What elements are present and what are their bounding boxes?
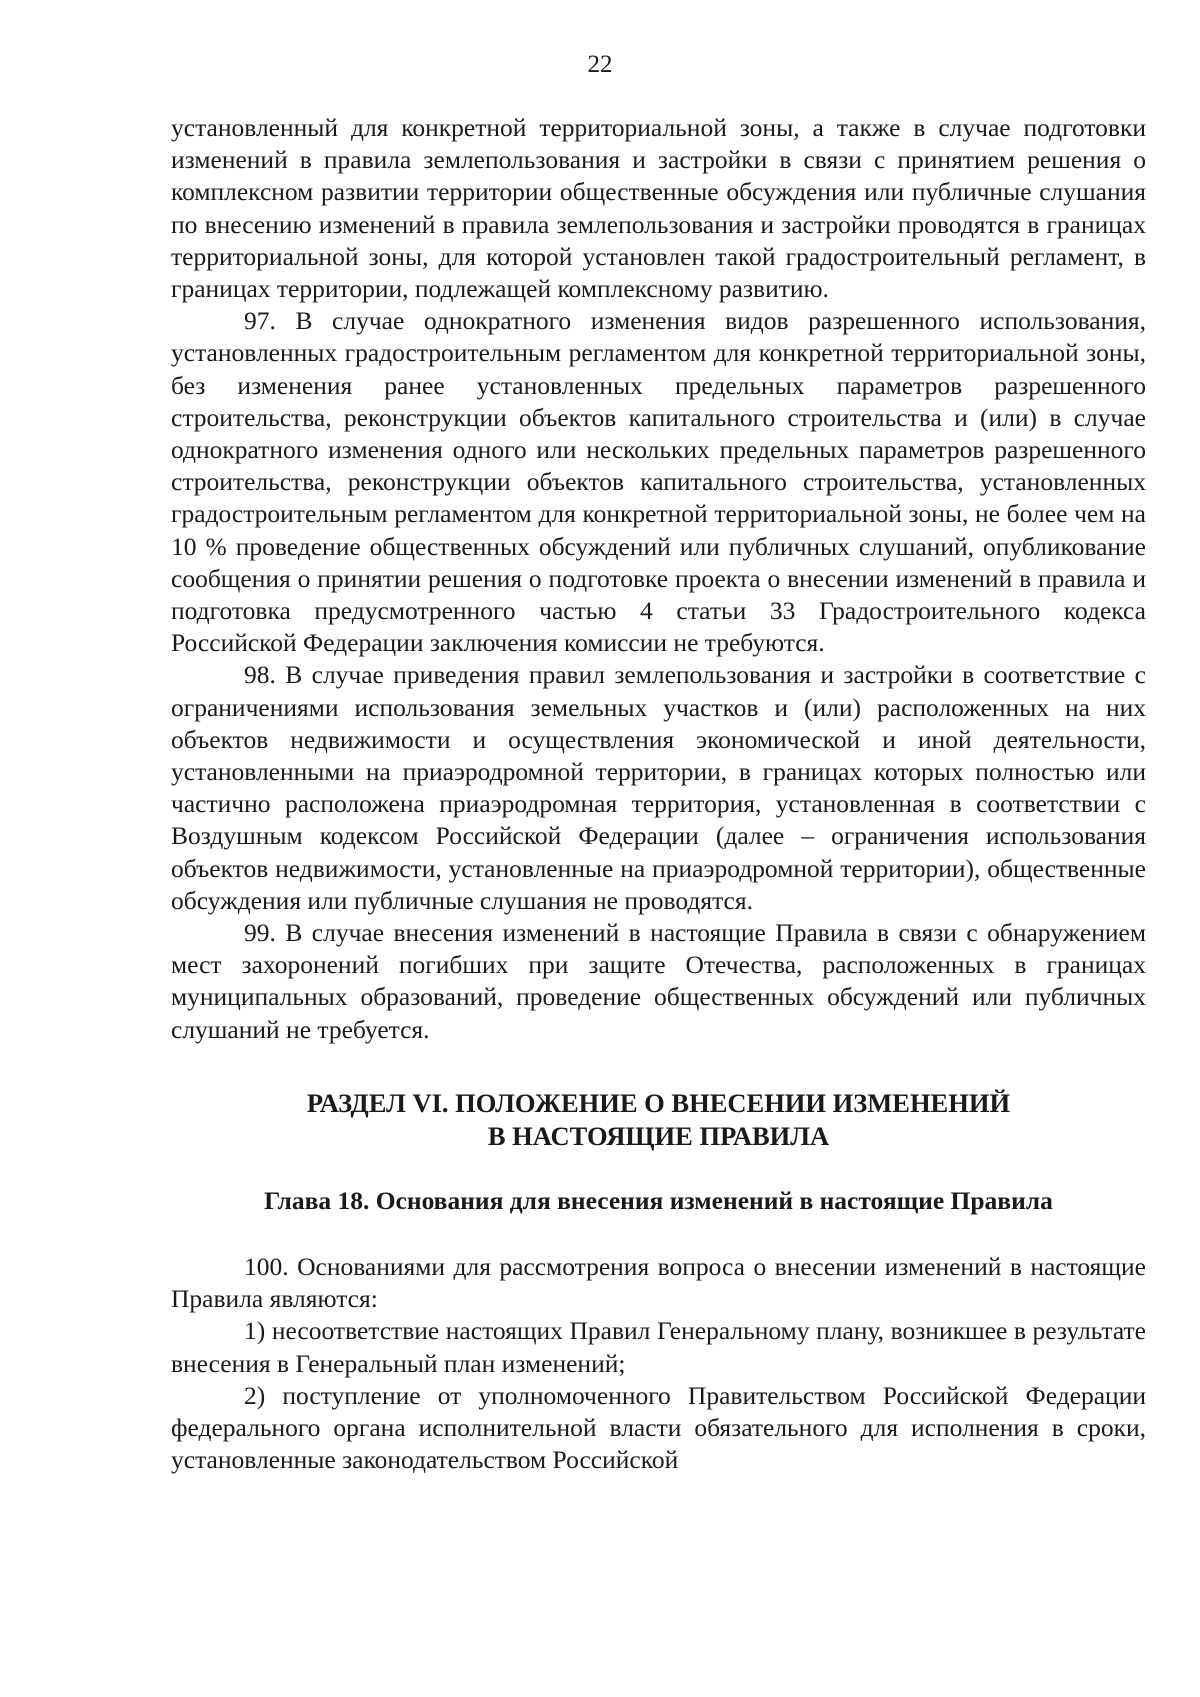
page-number: 22 (587, 51, 613, 78)
section-heading-line-1: РАЗДЕЛ VI. ПОЛОЖЕНИЕ О ВНЕСЕНИИ ИЗМЕНЕНИЙ (306, 1087, 1011, 1118)
paragraph-98: 98. В случае приведения правил землепользования и застройки в соответствие с ограничениями использования земельных участков и (или) расположенных на них объектов недвижимости и осуществления экономической и иной деятельности, установленными на приаэродромной территории, в границах которых полностью или частично расположена приаэродромная территория, установленная в соответствии с Воздушным кодексом Российской Федерации (далее – ограничения использования объектов недвижимости, установленные на приаэродромной территории), общественные обсуждения или публичные слушания не проводятся. (171, 660, 1146, 915)
list-item-2: 2) поступление от уполномоченного Правительством Российской Федерации федерального органа исполнительной власти обязательного для исполнения в сроки, установленные законодательством Российской (171, 1380, 1146, 1475)
list-item-1: 1) несоответствие настоящих Правил Генеральному плану, возникшее в результате внесения в Генеральный план изменений; (171, 1316, 1146, 1378)
chapter-heading: Глава 18. Основания для внесения изменений в настоящие Правила (264, 1185, 1053, 1215)
document-body (171, 112, 1146, 1476)
paragraph-100: 100. Основаниями для рассмотрения вопроса о внесении изменений в настоящие Правила являются: (171, 1251, 1146, 1314)
section-heading (171, 1087, 1146, 1153)
paragraph-97: 97. В случае однократного изменения видов разрешенного использования, установленных градостроительным регламентом для конкретной территориальной зоны, без изменения ранее установленных предельных параметров разрешенного строительства, реконструкции объектов капитального строительства и (или) в случае однократного изменения одного или нескольких предельных параметров разрешенного строительства, реконструкции объектов капитального строительства, установленных градостроительным регламентом для конкретной территориальной зоны, не более чем на 10 % проведение общественных обсуждений или публичных слушаний, опубликование сообщения о принятии решения о подготовке проекта о внесении изменений в правила и подготовка предусмотренного частью 4 статьи 33 Градостроительного кодекса Российской Федерации заключения комиссии не требуются. (171, 306, 1146, 658)
section-heading-line-2: В НАСТОЯЩИЕ ПРАВИЛА (487, 1120, 830, 1151)
paragraph-continuation: установленный для конкретной территориальной зоны, а также в случае подготовки изменений в правила землепользования и застройки в связи с принятием решения о комплексном развитии территории общественные обсуждения или публичные слушания по внесению изменений в правила землепользования и застройки проводятся в границах территориальной зоны, для которой установлен такой градостроительный регламент, в границах территории, подлежащей комплексному развитию. (171, 113, 1146, 304)
paragraph-99: 99. В случае внесения изменений в настоящие Правила в связи с обнаружением мест захоронений погибших при защите Отечества, расположенных в границах муниципальных образований, проведение общественных обсуждений или публичных слушаний не требуется. (171, 918, 1146, 1044)
